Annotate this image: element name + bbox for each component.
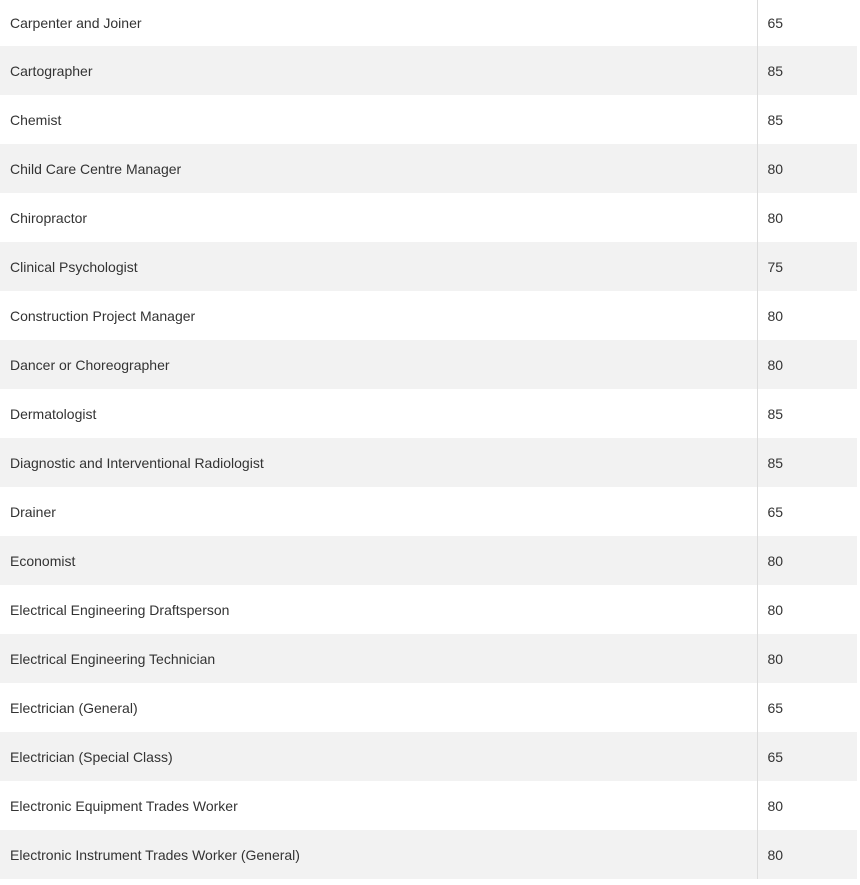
table-row — [0, 242, 857, 291]
table-row — [0, 536, 857, 585]
points-cell: 85 — [757, 389, 857, 438]
table-row — [0, 683, 857, 732]
table-row — [0, 144, 857, 193]
occupation-cell: Dermatologist — [10, 405, 97, 422]
table-row — [0, 95, 857, 144]
table-row — [0, 830, 857, 879]
occupation-cell: Electrical Engineering Technician — [0, 634, 757, 683]
points-cell: 75 — [757, 242, 857, 291]
points-cell: 80 — [757, 634, 857, 683]
occupation-cell: Child Care Centre Manager — [0, 144, 757, 193]
points-cell: 85 — [757, 95, 857, 144]
occupation-cell: Drainer — [10, 503, 56, 520]
points-cell: 65 — [757, 732, 857, 781]
occupation-cell: Cartographer — [0, 46, 757, 95]
table-row — [0, 389, 857, 438]
table-row — [0, 732, 857, 781]
points-cell: 80 — [757, 830, 857, 879]
points-cell: 85 — [757, 438, 857, 487]
points-cell: 80 — [757, 193, 857, 242]
table-row — [0, 291, 857, 340]
occupation-cell: Construction Project Manager — [10, 307, 196, 324]
table-row — [0, 193, 857, 242]
table-row — [0, 781, 857, 830]
table-row — [0, 46, 857, 95]
occupation-cell: Diagnostic and Interventional Radiologist — [0, 438, 757, 487]
occupation-cell: Electronic Instrument Trades Worker (General) — [0, 830, 757, 879]
points-cell: 80 — [757, 781, 857, 830]
points-cell: 80 — [757, 144, 857, 193]
table-row — [0, 487, 857, 536]
occupation-cell: Clinical Psychologist — [0, 242, 757, 291]
occupation-cell: Chemist — [10, 111, 62, 128]
table-row — [0, 585, 857, 634]
points-cell: 85 — [757, 46, 857, 95]
points-cell: 80 — [757, 291, 857, 340]
occupation-cell: Electrical Engineering Draftsperson — [10, 601, 230, 618]
points-cell: 80 — [757, 585, 857, 634]
occupation-cell: Electronic Equipment Trades Worker — [10, 797, 238, 814]
table-row — [0, 340, 857, 389]
table-row — [0, 634, 857, 683]
points-cell: 65 — [757, 0, 857, 46]
table-row — [0, 438, 857, 487]
points-cell: 80 — [757, 340, 857, 389]
points-cell: 65 — [757, 487, 857, 536]
table-row — [0, 0, 857, 46]
occupation-cell: Economist — [0, 536, 757, 585]
occupation-cell: Electrician (Special Class) — [0, 732, 757, 781]
occupation-cell: Electrician (General) — [10, 699, 138, 716]
occupation-cell: Dancer or Choreographer — [0, 340, 757, 389]
points-cell: 65 — [757, 683, 857, 732]
occupation-cell: Carpenter and Joiner — [10, 15, 142, 31]
occupation-cell: Chiropractor — [10, 209, 88, 226]
points-cell: 80 — [757, 536, 857, 585]
